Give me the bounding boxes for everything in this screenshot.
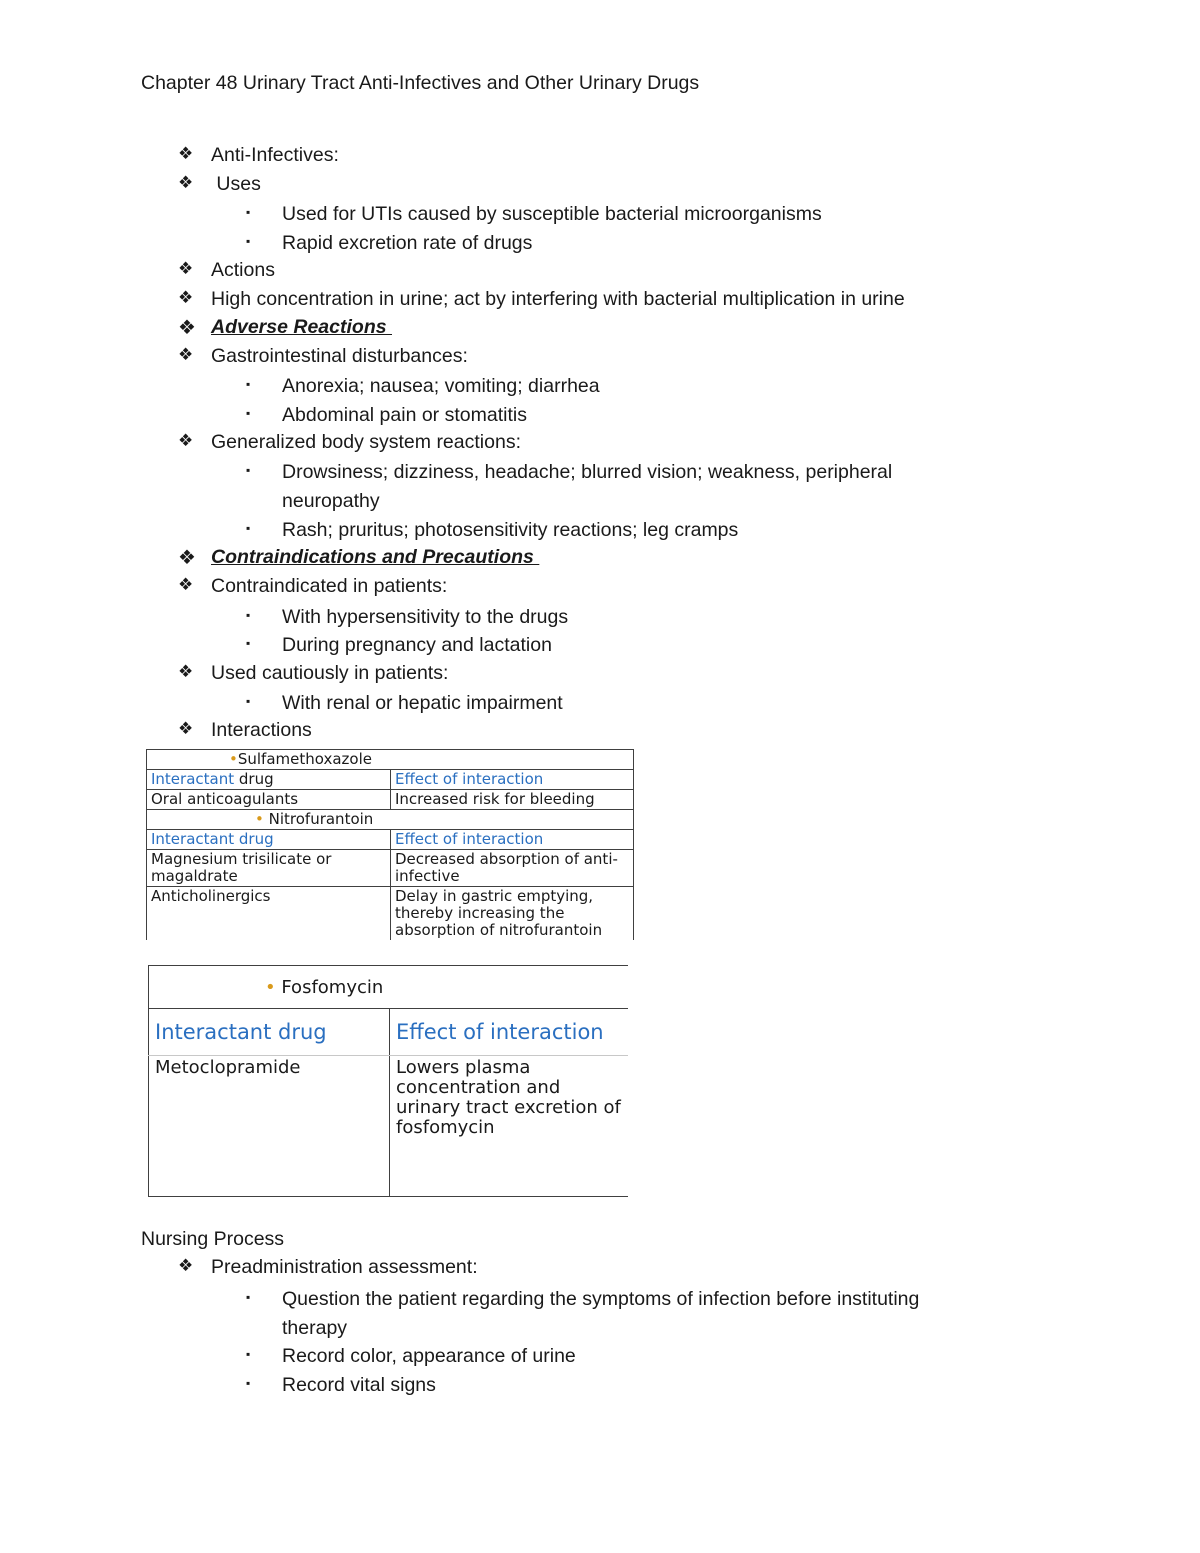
table-caption-row [147,750,634,770]
table-header-row [147,770,634,790]
page-title: Chapter 48 Urinary Tract Anti-Infectives and Other Urinary Drugs [141,72,700,94]
square-bullet-icon: ▪ [246,521,251,535]
diamond-bullet-icon: ❖ [178,259,194,278]
diamond-bullet-icon: ❖ [178,662,194,681]
column-header-drug: Interactant drug [147,830,391,850]
diamond-bullet-icon: ❖ [178,288,194,307]
table-row: Anticholinergics Delay in gastric emptying, thereby increasing the absorption of nitrofurantoin [147,887,634,941]
column-header-drug: Interactant drug [147,770,391,790]
column-header-effect: Effect of interaction [391,770,634,790]
table-caption: • Fosfomycin [149,966,629,1009]
diamond-bullet-icon: ❖ [178,173,194,192]
diamond-bullet-icon: ❖ [178,317,196,339]
diamond-bullet-icon: ❖ [178,575,194,594]
square-bullet-icon: ▪ [246,636,251,650]
diamond-bullet-icon: ❖ [178,1256,194,1275]
table-caption-row [149,966,629,1009]
square-bullet-icon: ▪ [246,1290,251,1304]
table-header-row [149,1009,629,1056]
interactions-table-sulfa-nitro [146,749,634,940]
diamond-bullet-icon: ❖ [178,144,194,163]
square-bullet-icon: ▪ [246,205,251,219]
square-bullet-icon: ▪ [246,1376,251,1390]
table-caption-row [147,810,634,830]
square-bullet-icon: ▪ [246,608,251,622]
table-row: Metoclopramide Lowers plasma concentration and urinary tract excretion of fosfomycin [149,1056,629,1197]
diamond-bullet-icon: ❖ [178,431,194,450]
diamond-bullet-icon: ❖ [178,345,194,364]
table-header-row [147,830,634,850]
square-bullet-icon: ▪ [246,1347,251,1361]
diamond-bullet-icon: ❖ [178,547,196,569]
column-header-effect: Effect of interaction [391,830,634,850]
table-caption: •Sulfamethoxazole [147,750,634,770]
section-title-nursing-process: Nursing Process [141,1228,285,1250]
square-bullet-icon: ▪ [246,234,251,248]
interactions-table-fosfomycin [148,965,628,1197]
document-page: Chapter 48 Urinary Tract Anti-Infectives and Other Urinary Drugs ❖ Anti-Infectives: ❖ Uses ▪ Used for UTIs caused by susceptible bacterial microorganisms ▪ Rapid excretion rate of drugs ❖ Actions ❖ High concentration in urine; act by interfering with bacterial multiplication in urine ❖ Adverse Reactions ❖ Gastrointestinal disturbances: ▪ Anorexia; nausea; vomiting; diarrhea ▪ Abdominal pain or stomatitis ❖ Generalized body system reactions: ▪ Drowsiness; dizziness, headache; blurred vision; weakness, peripheral neuropathy ▪ Rash; pruritus; photosensitivity reactions; leg cramps ❖ Contraindications and Precautions ❖ Contraindicated in patients: ▪ With hypersensitivity to the drugs ▪ During pregnancy and lactation ❖ Used cautiously in patients: ▪ With renal or hepatic impairment ❖ Interactions •Sulfamethoxazole Interactant drug Effect of interaction Oral anticoagulants Increased risk for bleeding • Nitrofurantoin Interactant drug Effect of interaction Magnesium trisilicate or magaldrate Decreased absorption of anti-infective Anticholinergics Delay in gastric emptying, thereby increasing the absorption of nitrofurantoin • Fosfomycin Interactant drug Effect of interaction Metoclopramide Lowers plasma concentration and urinary tract excretion of fosfomycin Nursing Process ❖ Preadministration assessment: ▪ Question the patient regarding the symptoms of infection before instituting therapy ▪ Record color, appearance of urine ▪ Record vital signs [141,72,920,1396]
column-header-effect: Effect of interaction [390,1009,629,1056]
column-header-drug: Interactant drug [149,1009,390,1056]
square-bullet-icon: ▪ [246,406,251,420]
square-bullet-icon: ▪ [246,377,251,391]
square-bullet-icon: ▪ [246,463,251,477]
table-caption: • Nitrofurantoin [147,810,634,830]
square-bullet-icon: ▪ [246,694,251,708]
table-row: Oral anticoagulants Increased risk for bleeding [147,790,634,810]
table-row: Magnesium trisilicate or magaldrate Decreased absorption of anti-infective [147,850,634,887]
diamond-bullet-icon: ❖ [178,719,194,738]
